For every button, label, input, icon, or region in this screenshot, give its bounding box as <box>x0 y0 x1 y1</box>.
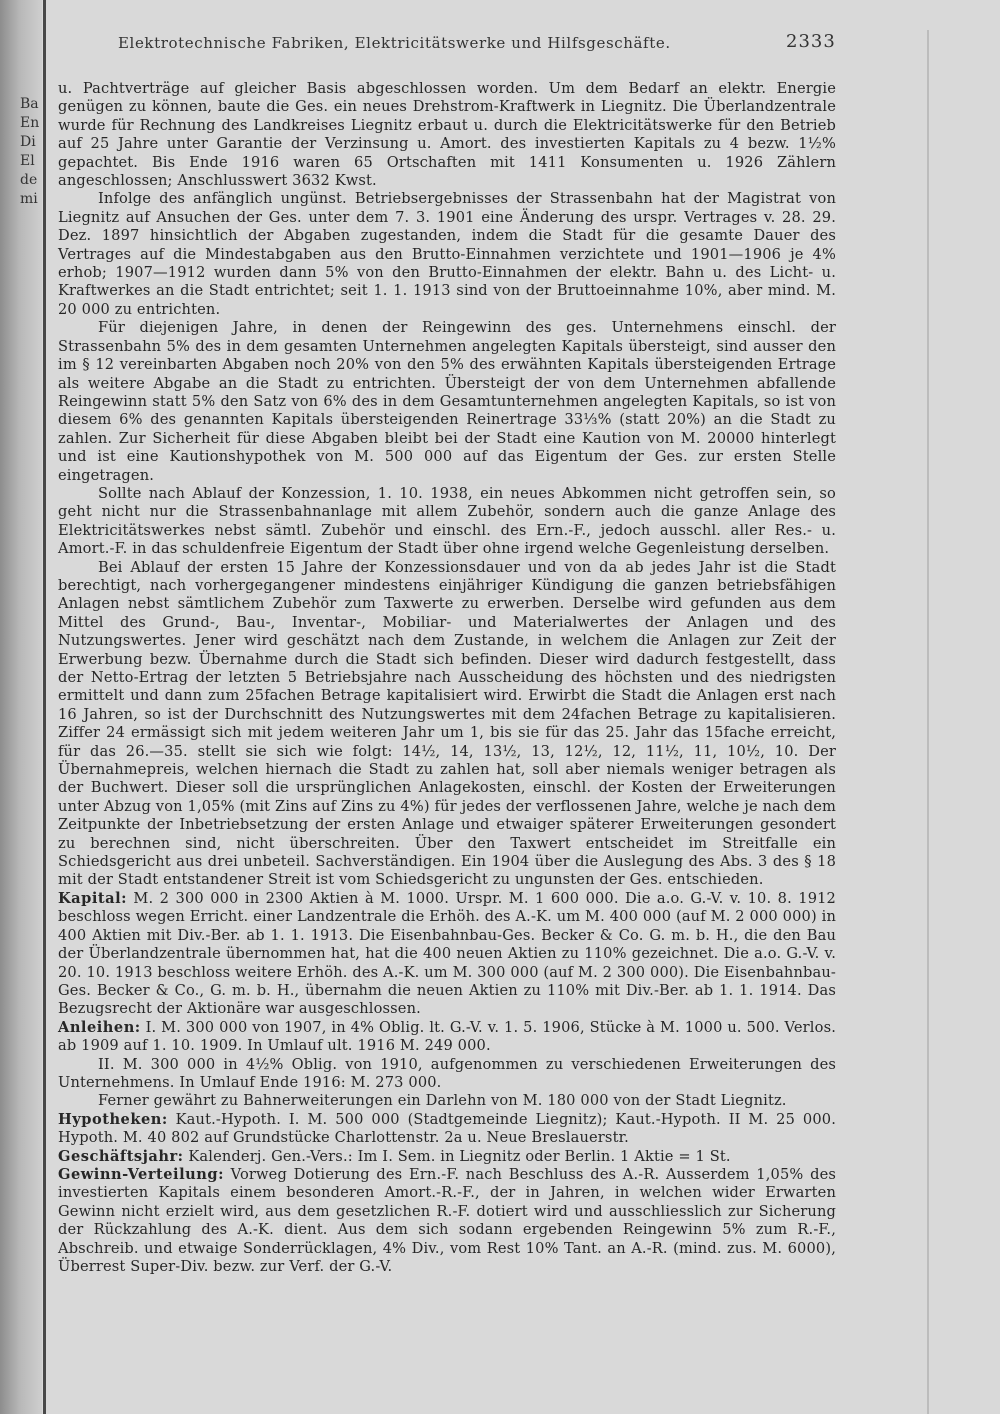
left-margin-fragment: En <box>20 115 40 131</box>
paragraph: Sollte nach Ablauf der Konzession, 1. 10. 1938, ein neues Abkommen nicht getroffen sein, so geht nicht nur die Strassenbahnanlage mit allem Zubehör, sondern auch die ganze Anlage des Elektricitätswerkes nebst sämtl. Zubehör und einschl. des Ern.-F., jedoch ausschl. aller Res.- u. Amort.-F. in das schuldenfreie Eigentum der Stadt über ohne irgend welche Gegenleistung derselben. <box>58 484 836 558</box>
right-margin-rule <box>927 30 929 1414</box>
paragraph: u. Pachtverträge auf gleicher Basis abgeschlossen worden. Um dem Bedarf an elektr. Energie genügen zu können, baute die Ges. ein neues Drehstrom-Kraftwerk in Liegnitz. Die Überlandzentrale wurde für Rechnung des Landkreises Liegnitz erbaut u. durch die Elektricitätswerke für den Betrieb auf 25 Jahre unter Garantie der Verzinsung u. Amort. des investierten Kapitals zu 4 bezw. 1½% gepachtet. Bis Ende 1916 waren 65 Ortschaften mit 1411 Konsumenten u. 1926 Zählern angeschlossen; Anschlusswert 3632 Kwst. <box>58 80 836 190</box>
section-label: Anleihen: <box>58 1018 141 1036</box>
page-edge-line <box>43 0 46 1414</box>
book-gutter <box>0 0 42 1414</box>
paragraph-anleihen: Anleihen: I. M. 300 000 von 1907, in 4% Oblig. lt. G.-V. v. 1. 5. 1906, Stücke à M. 1000 u. 500. Verlos. ab 1909 auf 1. 10. 1909. In Umlauf ult. 1916 M. 249 000. <box>58 1018 836 1055</box>
page-number: 2333 <box>786 31 836 52</box>
left-margin-fragment: Di <box>20 134 36 150</box>
running-header <box>118 31 838 52</box>
paragraph-gewinn-verteilung: Gewinn-Verteilung: Vorweg Dotierung des Ern.-F. nach Beschluss des A.-R. Ausserdem 1,05% des investierten Kapitals einem besonderen Amort.-R.-F., der in Jahren, in welchen wider Erwarten Gewinn nicht erzielt wird, aus dem gesetzlichen R.-F. dotiert wird und ausschliesslich zur Sicherung der Rückzahlung des A.-K. dient. Aus dem sich sodann ergebenden Reingewinn 5% zum R.-F., Abschreib. und etwaige Sonderrücklagen, 4% Div., vom Rest 10% Tant. an A.-R. (mind. zus. M. 6000), Überrest Super-Div. bezw. zur Verf. der G.-V. <box>58 1165 836 1275</box>
left-margin-fragment: Ba <box>20 96 39 112</box>
document-body <box>58 80 836 1276</box>
paragraph-geschaeftsjahr: Geschäftsjahr: Kalenderj. Gen.-Vers.: Im I. Sem. in Liegnitz oder Berlin. 1 Aktie = 1 St. <box>58 1147 731 1165</box>
paragraph-hypotheken: Hypotheken: Kaut.-Hypoth. I. M. 500 000 (Stadtgemeinde Liegnitz); Kaut.-Hypoth. II M. 25 000. Hypoth. M. 40 802 auf Grundstücke Charlottenstr. 2a u. Neue Breslauerstr. <box>58 1110 836 1147</box>
left-margin-fragment: de <box>20 172 38 188</box>
paragraph: Infolge des anfänglich ungünst. Betriebsergebnisses der Strassenbahn hat der Magistrat von Liegnitz auf Ansuchen der Ges. unter dem 7. 3. 1901 eine Änderung des urspr. Vertrages v. 28. 29. Dez. 1897 hinsichtlich der Abgaben zugestanden, indem die Stadt für die gesamte Dauer des Vertrages auf die Mindestabgaben aus den Brutto-Einnahmen verzichtete und 1901—1906 je 4% erhob; 1907—1912 wurden dann 5% von den Brutto-Einnahmen der elektr. Bahn u. des Licht- u. Kraftwerkes an die Stadt entrichtet; seit 1. 1. 1913 sind von der Bruttoeinnahme 10%, aber mind. M. 20 000 zu entrichten. <box>58 190 836 318</box>
header-title: Elektrotechnische Fabriken, Elektricitätswerke und Hilfsgeschäfte. <box>118 34 671 52</box>
section-label: Kapital: <box>58 889 128 907</box>
section-label: Gewinn-Verteilung: <box>58 1165 224 1183</box>
section-label: Hypotheken: <box>58 1110 168 1128</box>
paragraph: II. M. 300 000 in 4½% Oblig. von 1910, aufgenommen zu verschiedenen Erweiterungen des Unternehmens. In Umlauf Ende 1916: M. 273 000. <box>58 1055 836 1091</box>
paragraph: Für diejenigen Jahre, in denen der Reingewinn des ges. Unternehmens einschl. der Strassenbahn 5% des in dem gesamten Unternehmen angelegten Kapitals übersteigt, sind ausser den im § 12 vereinbarten Abgaben noch 20% von den 5% des erwähnten Kapitals übersteigenden Ertrage als weitere Abgabe an die Stadt zu entrichten. Übersteigt der von dem Unternehmen abfallende Reingewinn statt 5% den Satz von 6% des in dem Gesamtunternehmen angelegten Kapitals, so ist von diesem 6% des genannten Kapitals übersteigenden Reinertrage 33⅓% (statt 20%) an die Stadt zu zahlen. Zur Sicherheit für diese Abgaben bleibt bei der Stadt eine Kaution von M. 20000 hinterlegt und ist eine Kautionshypothek von M. 500 000 auf das Eigentum der Ges. zur ersten Stelle eingetragen. <box>58 319 836 484</box>
left-margin-fragment: El <box>20 153 35 169</box>
paragraph-kapital: Kapital: M. 2 300 000 in 2300 Aktien à M. 1000. Urspr. M. 1 600 000. Die a.o. G.-V. v. 10. 8. 1912 beschloss wegen Erricht. einer Landzentrale die Erhöh. des A.-K. um M. 400 000 (auf M. 2 000 000) in 400 Aktien mit Div.-Ber. ab 1. 1. 1913. Die Eisenbahnbau-Ges. Becker & Co. G. m. b. H., die den Bau der Überlandzentrale übernommen hat, hat die 400 neuen Aktien zu 110% gezeichnet. Die a.o. G.-V. v. 20. 10. 1913 beschloss weitere Erhöh. des A.-K. um M. 300 000 (auf M. 2 300 000). Die Eisenbahnbau-Ges. Becker & Co., G. m. b. H., übernahm die neuen Aktien zu 110% mit Div.-Ber. ab 1. 1. 1914. Das Bezugsrecht der Aktionäre war ausgeschlossen. <box>58 889 836 1018</box>
section-label: Geschäftsjahr: <box>58 1147 184 1165</box>
paragraph: Bei Ablauf der ersten 15 Jahre der Konzessionsdauer und von da ab jedes Jahr ist die Stadt berechtigt, nach vorhergegangener mindestens einjähriger Kündigung die ganzen betriebsfähigen Anlagen nebst sämtlichem Zubehör zum Taxwerte zu erwerben. Derselbe wird gefunden aus dem Mittel des Grund-, Bau-, Inventar-, Mobiliar- und Materialwertes der Anlagen und des Nutzungswertes. Jener wird geschätzt nach dem Zustande, in welchem die Anlagen zur Zeit der Erwerbung bezw. Übernahme durch die Stadt sich befinden. Dieser wird dadurch festgestellt, dass der Netto-Ertrag der letzten 5 Betriebsjahre nach Ausscheidung des höchsten und des niedrigsten ermittelt und dann zum 25fachen Betrage kapitalisiert wird. Erwirbt die Stadt die Anlagen erst nach 16 Jahren, so ist der Durchschnitt des Nutzungswertes mit dem 24fachen Betrage zu kapitalisieren. Ziffer 24 ermässigt sich mit jedem weiteren Jahr um 1, bis sie für das 25. Jahr das 15fache erreicht, für das 26.—35. stellt sie sich wie folgt: 14½, 14, 13½, 13, 12½, 12, 11½, 11, 10½, 10. Der Übernahmepreis, welchen hiernach die Stadt zu zahlen hat, soll aber niemals weniger betragen als der Buchwert. Dieser soll die ursprünglichen Anlagekosten, einschl. der Kosten der Erweiterungen unter Abzug von 1,05% (mit Zins auf Zins zu 4%) für jedes der verflossenen Jahre, welche je nach dem Zeitpunkte der Inbetriebsetzung der ersten Anlage und etwaiger späterer Erweiterungen gesondert zu berechnen sind, nicht überschreiten. Über den Taxwert entscheidet im Streitfalle ein Schiedsgericht aus drei unbeteil. Sachverständigen. Ein 1904 über die Auslegung des Abs. 3 des § 18 mit der Stadt entstandener Streit ist vom Schiedsgericht zu ungunsten der Ges. entschieden. <box>58 558 836 889</box>
paragraph: Ferner gewährt zu Bahnerweiterungen ein Darlehn von M. 180 000 von der Stadt Liegnitz. <box>98 1092 787 1110</box>
left-margin-fragment: mi <box>20 191 38 207</box>
